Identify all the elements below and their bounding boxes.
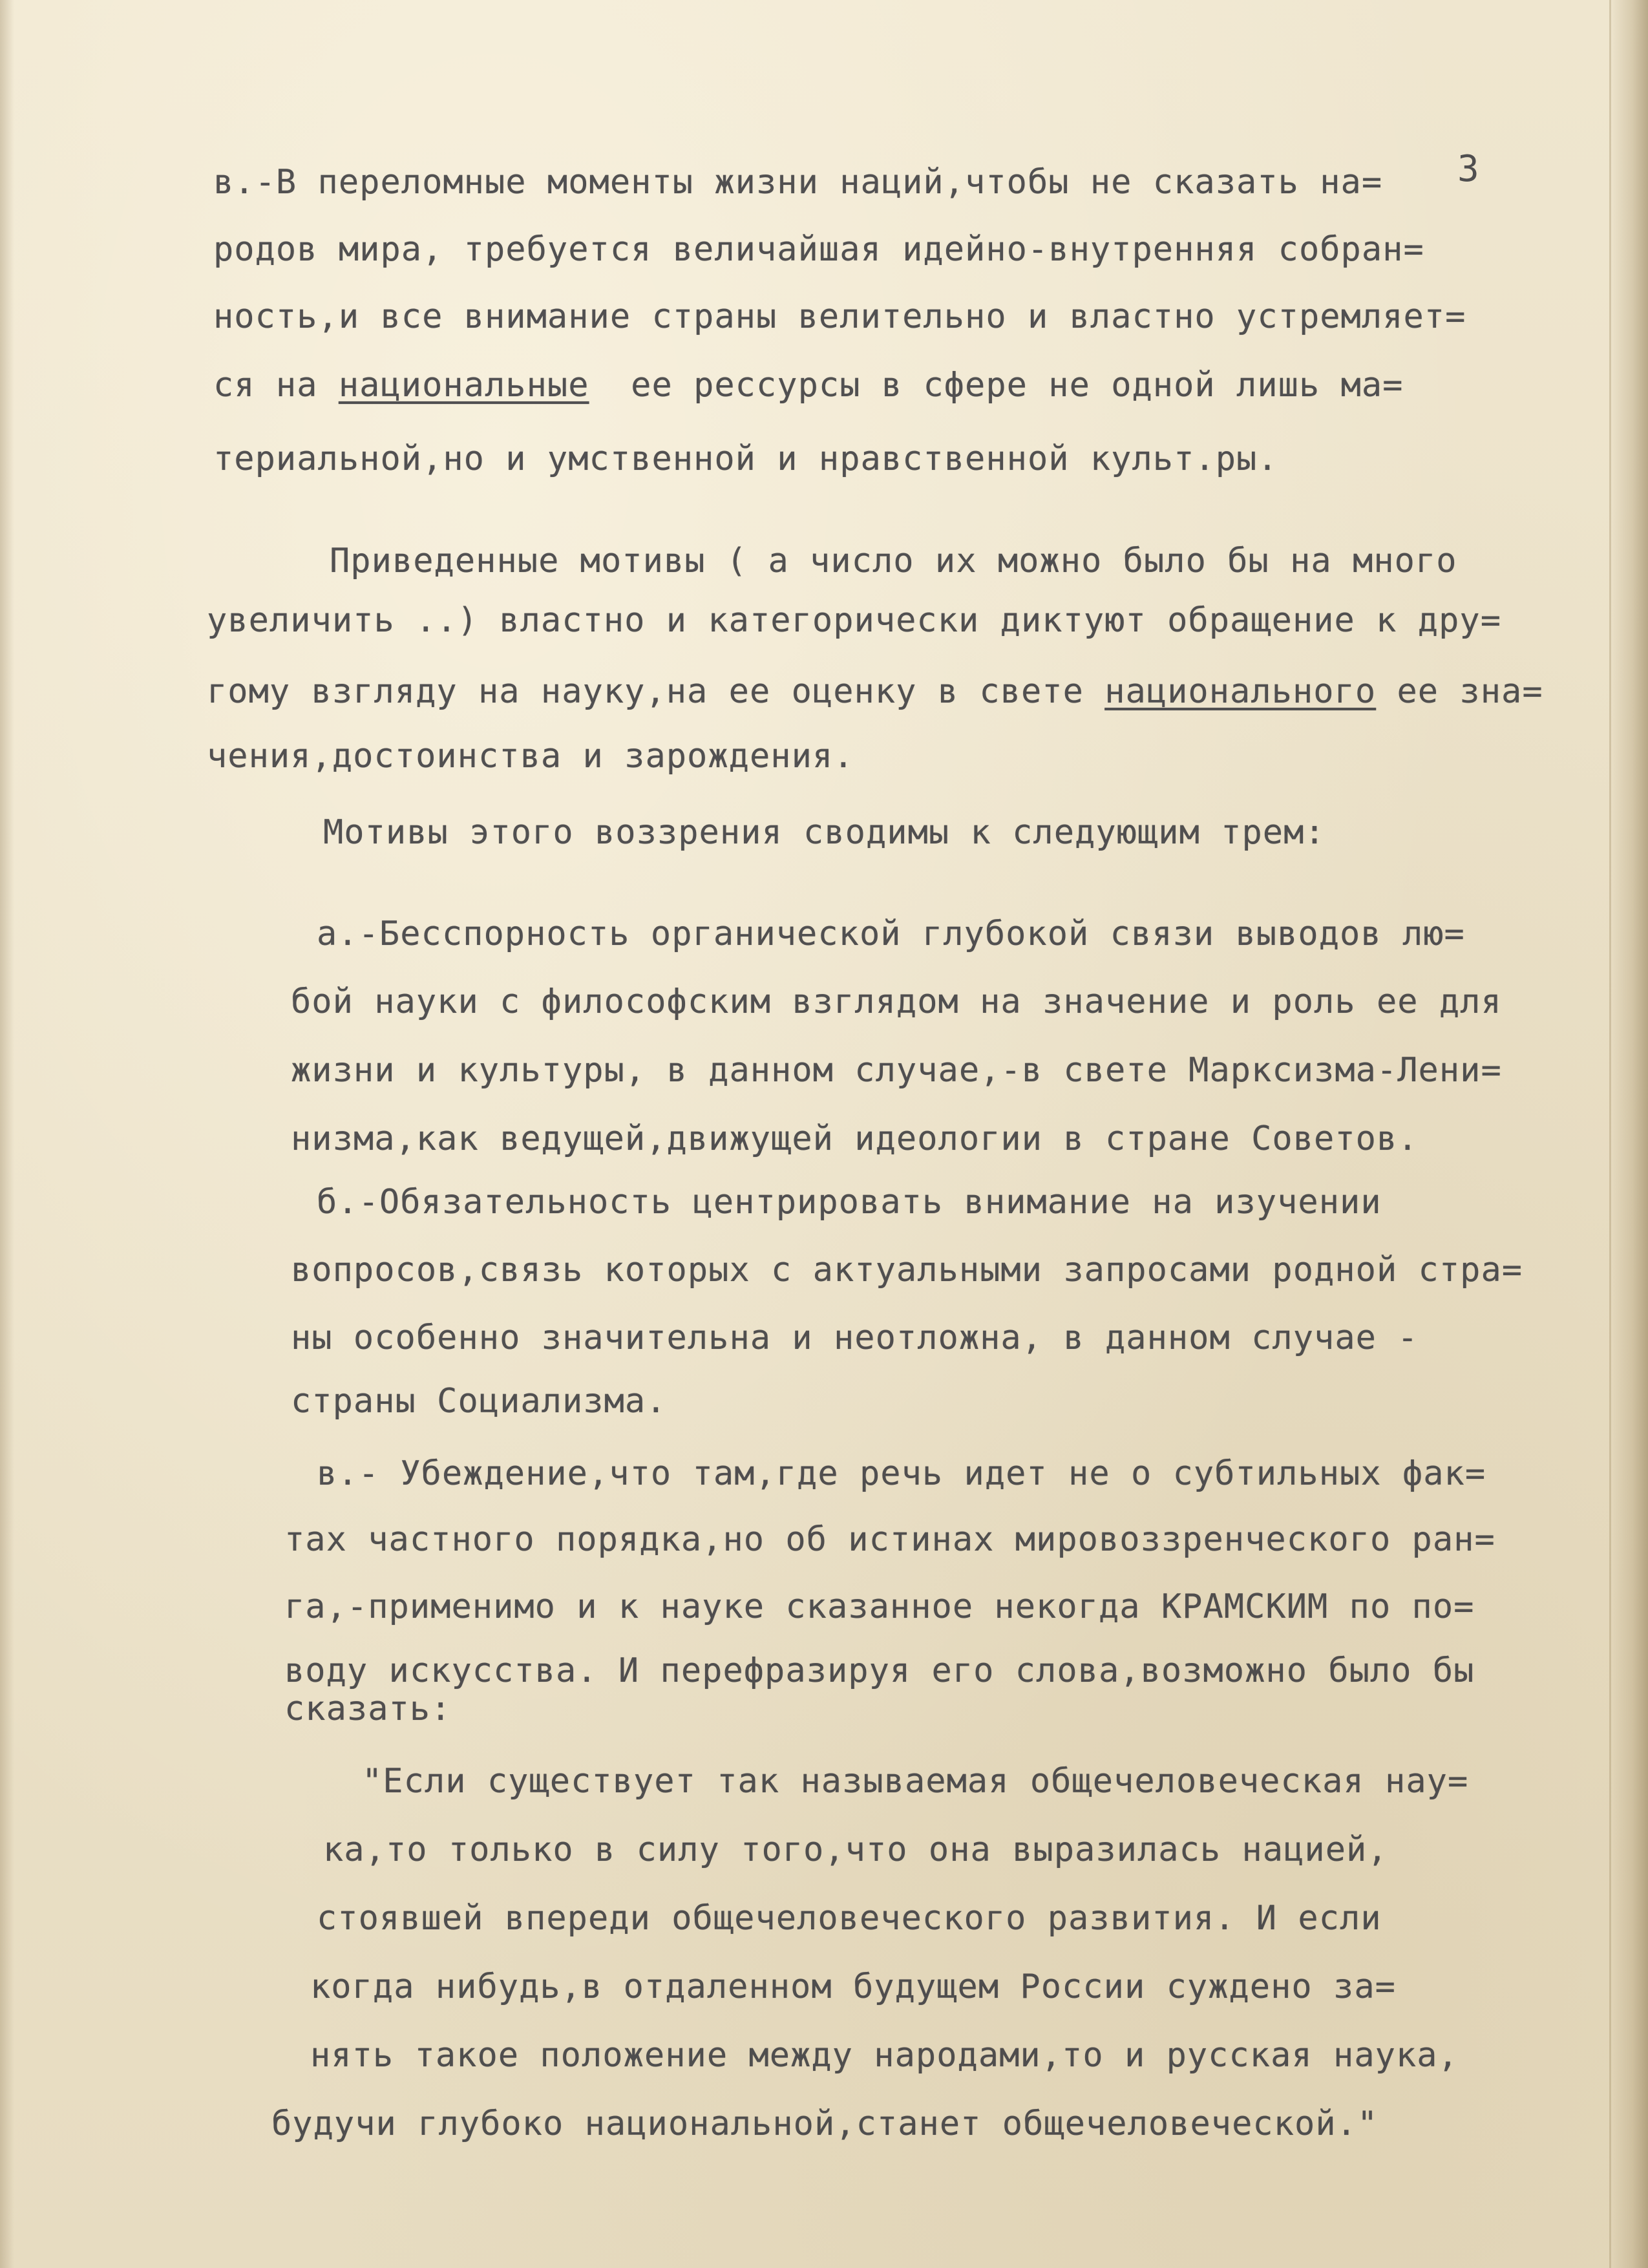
text-line: вопросов,связь которых с актуальными запросами родной стра= [291, 1251, 1523, 1289]
text-line: тах частного порядка,но об истинах мировоззренческого ран= [284, 1520, 1495, 1559]
underlined-word: национальные [338, 366, 589, 405]
text-line: увеличить ..) властно и категорически диктуют обращение к дру= [207, 601, 1502, 640]
text-segment: ее рессурсы в сфере не одной лишь ма= [589, 366, 1404, 405]
quote-line: ка,то только в силу того,что она выразилась нацией, [323, 1830, 1388, 1869]
text-line: бой науки с философским взглядом на значение и роль ее для [291, 982, 1502, 1021]
text-line: Мотивы этого воззрения сводимы к следующим трем: [323, 813, 1326, 852]
text-line: га,-применимо и к науке сказанное некогда КРАМСКИМ по по= [284, 1587, 1475, 1626]
text-line: воду искусства. И перефразируя его слова,возможно было бы [284, 1651, 1475, 1690]
text-line-with-underline [207, 672, 1543, 711]
quote-line: будучи глубоко национальной,станет общечеловеческой." [271, 2104, 1379, 2143]
quote-line: нять такое положение между народами,то и русская наука, [310, 2036, 1459, 2075]
text-line: териальной,но и умственной и нравственной культ.ры. [213, 440, 1278, 478]
text-line: в.-В переломные моменты жизни наций,чтобы не сказать на= [213, 163, 1383, 202]
text-line: родов мира, требуется величайшая идейно-внутренняя собран= [213, 230, 1424, 269]
text-line: в.- Убеждение,что там,где речь идет не о субтильных фак= [317, 1454, 1486, 1493]
text-line: б.-Обязательность центрировать внимание на изучении [317, 1183, 1382, 1222]
text-line: жизни и культуры, в данном случае,-в свете Марксизма-Лени= [291, 1051, 1502, 1090]
text-segment: ся на [213, 366, 339, 405]
text-line-with-underline [213, 366, 1404, 405]
text-line: низма,как ведущей,движущей идеологии в стране Советов. [291, 1119, 1419, 1158]
page-number: 3 [1457, 148, 1480, 190]
text-line: чения,достоинства и зарождения. [207, 737, 854, 776]
text-line: страны Социализма. [291, 1382, 667, 1421]
text-line: а.-Бесспорность органической глубокой связи выводов лю= [317, 915, 1465, 953]
text-line: Приведенные мотивы ( а число их можно было бы на много [330, 542, 1457, 580]
text-segment: гому взгляду на науку,на ее оценку в свете [207, 672, 1105, 711]
text-segment: ее зна= [1376, 672, 1543, 711]
text-line: сказать: [284, 1690, 452, 1728]
quote-line: стоявшей впереди общечеловеческого развития. И если [317, 1899, 1382, 1938]
quote-line: "Если существует так называемая общечеловеческая нау= [362, 1762, 1469, 1801]
text-line: ны особенно значительна и неотложна, в данном случае - [291, 1319, 1419, 1357]
text-line: ность,и все внимание страны велительно и властно устремляет= [213, 297, 1466, 336]
underlined-word: национального [1104, 672, 1377, 711]
quote-line: когда нибудь,в отдаленном будущем России суждено за= [310, 1967, 1396, 2006]
